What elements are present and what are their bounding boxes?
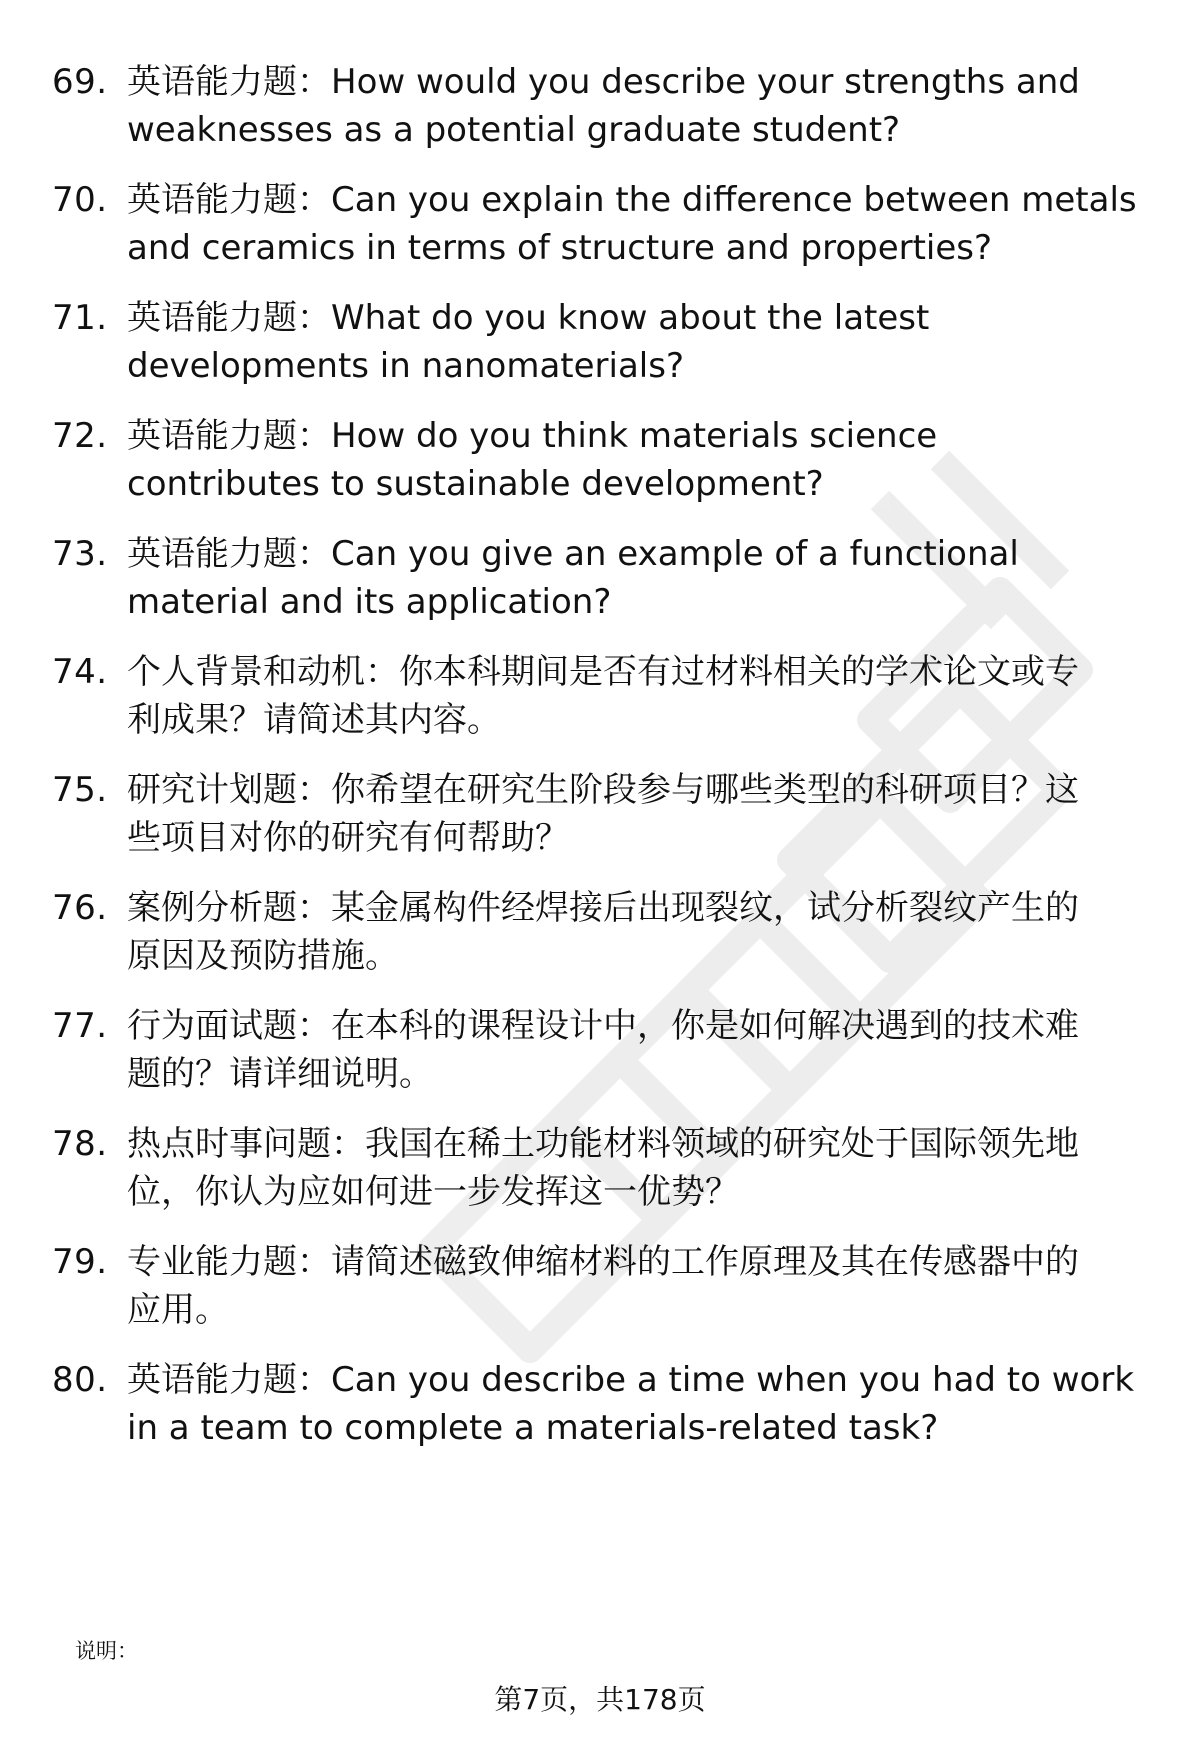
question-text: 研究计划题：你希望在研究生阶段参与哪些类型的科研项目？这 些项目对你的研究有何帮助？ xyxy=(127,770,1079,858)
question-text: 英语能力题：What do you know about the latest developments in nanomaterials? xyxy=(127,298,930,386)
question-number: 72. xyxy=(52,416,108,456)
question-number: 74. xyxy=(52,652,108,692)
question-text: 行为面试题：在本科的课程设计中，你是如何解决遇到的技术难 题的？请详细说明。 xyxy=(127,1006,1079,1094)
question-number: 76. xyxy=(52,888,108,928)
question-text: 英语能力题：How would you describe your strengths and weaknesses as a potential graduate student? xyxy=(127,62,1080,150)
question-text: 英语能力题：Can you describe a time when you had to work in a team to complete a materials-related task? xyxy=(127,1360,1135,1448)
question-number: 77. xyxy=(52,1006,108,1046)
note-label: 说明： xyxy=(75,1639,138,1663)
question-number: 75. xyxy=(52,770,108,810)
question-number: 71. xyxy=(52,298,108,338)
question-text: 专业能力题：请简述磁致伸缩材料的工作原理及其在传感器中的 应用。 xyxy=(127,1242,1079,1330)
question-number: 79. xyxy=(52,1242,108,1282)
question-number: 73. xyxy=(52,534,108,574)
question-text: 英语能力题：Can you explain the difference between metals and ceramics in terms of structure and properties? xyxy=(127,180,1137,268)
question-number: 70. xyxy=(52,180,108,220)
question-text: 英语能力题：Can you give an example of a functional material and its application? xyxy=(127,534,1019,622)
question-number: 80. xyxy=(52,1360,108,1400)
question-text: 热点时事问题：我国在稀土功能材料领域的研究处于国际领先地 位，你认为应如何进一步发挥这一优势？ xyxy=(127,1124,1079,1212)
question-text: 英语能力题：How do you think materials science contributes to sustainable development? xyxy=(127,416,938,504)
question-number: 69. xyxy=(52,62,108,102)
page-number: 第7页，共178页 xyxy=(494,1683,706,1716)
question-number: 78. xyxy=(52,1124,108,1164)
question-text: 个人背景和动机：你本科期间是否有过材料相关的学术论文或专 利成果？请简述其内容。 xyxy=(127,652,1079,740)
question-text: 案例分析题：某金属构件经焊接后出现裂纹，试分析裂纹产生的 原因及预防措施。 xyxy=(127,888,1079,976)
